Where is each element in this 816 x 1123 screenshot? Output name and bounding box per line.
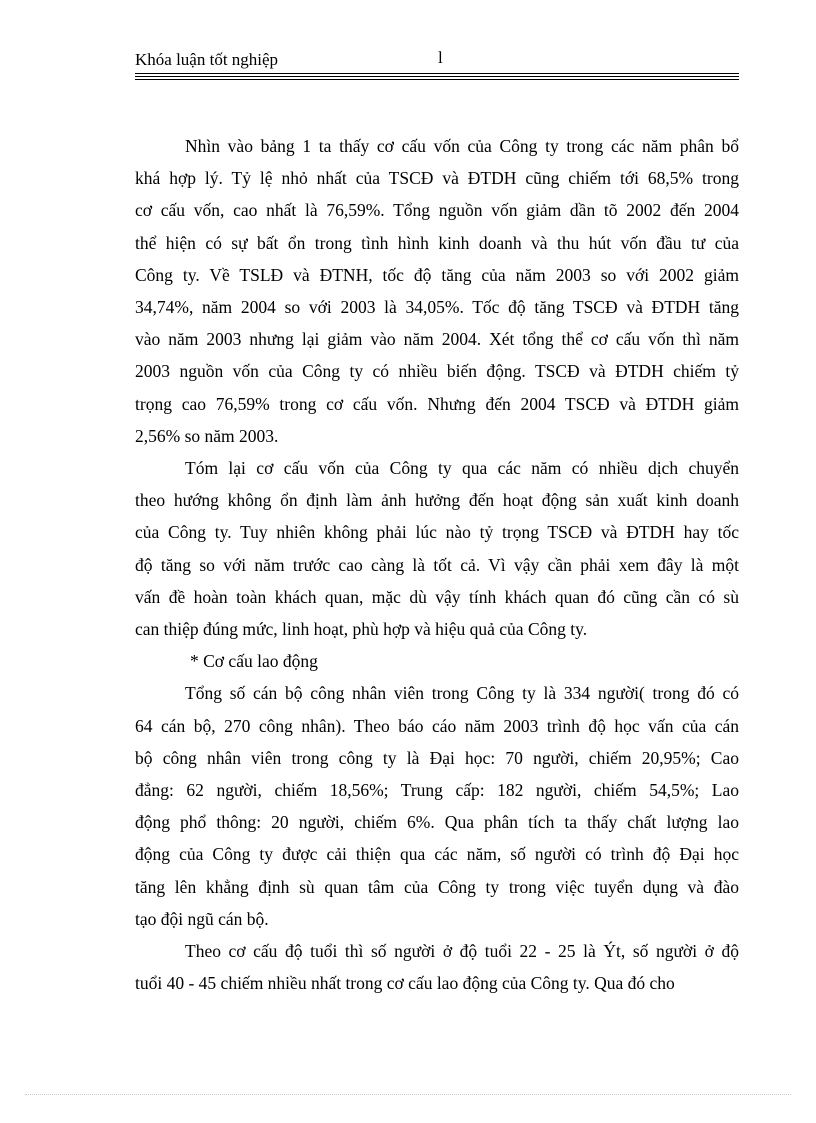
text-line: tăng lên khẳng định sù quan tâm của Công ty trong việc tuyển dụng và đào bbox=[135, 876, 739, 897]
text-line: độ tăng so với năm trước cao càng là tốt cả. Vì vậy cần phải xem đây là một bbox=[135, 554, 739, 575]
text-line: đẳng: 62 người, chiếm 18,56%; Trung cấp: 182 người, chiếm 54,5%; Lao bbox=[135, 780, 739, 801]
paragraph-staff-count bbox=[135, 677, 739, 935]
text-line: Theo cơ cấu độ tuổi thì số người ở độ tuổi 22 - 25 là Ýt, số người ở độ bbox=[185, 941, 739, 962]
text-line: Nhìn vào bảng 1 ta thấy cơ cấu vốn của Công ty trong các năm phân bổ bbox=[185, 136, 739, 156]
text-line: tạo đội ngũ cán bộ. bbox=[135, 908, 269, 929]
text-line: cơ cấu vốn, cao nhất là 76,59%. Tổng nguồn vốn giảm dần tõ 2002 đến 2004 bbox=[135, 200, 739, 221]
text-line: vấn đề hoàn toàn khách quan, mặc dù vậy tính khách quan đó cũng cần có sù bbox=[135, 586, 739, 607]
text-line: động của Công ty được cải thiện qua các năm, số người có trình độ Đại học bbox=[135, 844, 739, 865]
text-line: khá hợp lý. Tỷ lệ nhỏ nhất của TSCĐ và ĐTDH cũng chiếm tới 68,5% trong bbox=[135, 168, 739, 189]
header-rule-middle bbox=[135, 76, 739, 77]
text-line: 34,74%, năm 2004 so với 2003 là 34,05%. Tốc độ tăng TSCĐ và ĐTDH tăng bbox=[135, 297, 739, 318]
header-rule-top bbox=[135, 73, 739, 74]
text-line: thể hiện có sự bất ổn trong tình hình kinh doanh và thu hút vốn đầu tư của bbox=[135, 232, 739, 253]
text-line: vào năm 2003 nhưng lại giảm vào năm 2004. Xét tổng thể cơ cấu vốn thì năm bbox=[135, 329, 739, 350]
header-title: Khóa luận tốt nghiệp bbox=[135, 50, 279, 69]
text-line: bộ công nhân viên trong công ty là Đại học: 70 người, chiếm 20,95%; Cao bbox=[135, 747, 739, 768]
text-line: của Công ty. Tuy nhiên không phải lúc nào tỷ trọng TSCĐ và ĐTDH hay tốc bbox=[135, 522, 739, 543]
section-subheading: * Cơ cấu lao động bbox=[190, 651, 318, 672]
text-line: Tổng số cán bộ công nhân viên trong Công ty là 334 người( trong đó có bbox=[185, 683, 739, 704]
paragraph-capital-structure bbox=[135, 130, 739, 452]
paragraph-age-structure bbox=[135, 935, 739, 999]
text-line: Công ty. Về TSLĐ và ĐTNH, tốc độ tăng của năm 2003 so với 2002 giảm bbox=[135, 264, 739, 285]
text-line: 2003 nguồn vốn của Công ty có nhiều biến động. TSCĐ và ĐTDH chiếm tỷ bbox=[135, 361, 739, 382]
text-line: Tóm lại cơ cấu vốn của Công ty qua các năm có nhiều dịch chuyển bbox=[185, 458, 739, 479]
page-number: l bbox=[438, 48, 443, 67]
paragraph-summary bbox=[135, 452, 739, 645]
body-text bbox=[135, 130, 739, 999]
text-line: theo hướng không ổn định làm ảnh hưởng đến hoạt động sản xuất kinh doanh bbox=[135, 490, 739, 511]
header-rule-bottom bbox=[135, 79, 739, 80]
text-line: 2,56% so năm 2003. bbox=[135, 425, 279, 446]
text-line: 64 cán bộ, 270 công nhân). Theo báo cáo năm 2003 trình độ học vấn của cán bbox=[135, 715, 739, 736]
text-line: trọng cao 76,59% trong cơ cấu vốn. Nhưng đến 2004 TSCĐ và ĐTDH giảm bbox=[135, 393, 739, 414]
text-line: động phổ thông: 20 người, chiếm 6%. Qua phân tích ta thấy chất lượng lao bbox=[135, 812, 739, 833]
text-line: can thiệp đúng mức, linh hoạt, phù hợp và hiệu quả của Công ty. bbox=[135, 619, 588, 640]
text-line: tuổi 40 - 45 chiếm nhiều nhất trong cơ cấu lao động của Công ty. Qua đó cho bbox=[135, 973, 675, 994]
page-bottom-edge bbox=[25, 1094, 791, 1095]
page-header bbox=[135, 48, 739, 72]
